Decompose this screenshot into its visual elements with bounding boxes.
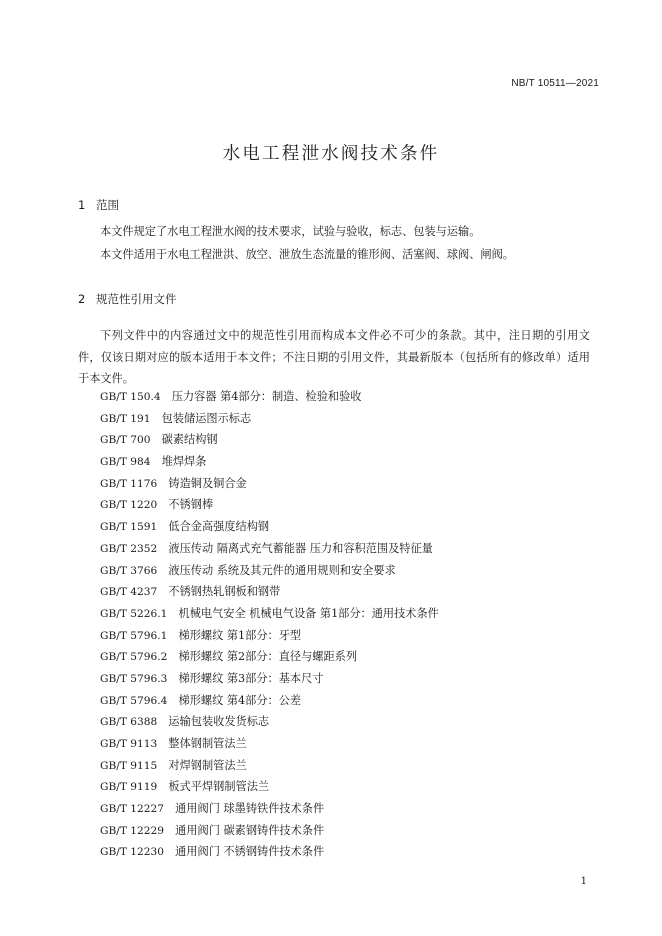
reference-title: 梯形螺纹 第4部分：公差 [178, 693, 302, 707]
reference-title: 低合金高强度结构钢 [168, 520, 270, 534]
reference-title: 不锈钢热轧钢板和钢带 [168, 585, 281, 599]
reference-title: 梯形螺纹 第2部分：直径与螺距系列 [178, 650, 358, 664]
reference-title: 通用阀门 球墨铸铁件技术条件 [175, 802, 325, 816]
reference-title: 包装储运图示标志 [161, 411, 252, 425]
reference-code: GB/T 5796.3 [100, 672, 168, 685]
reference-item [100, 690, 439, 712]
reference-code: GB/T 5796.4 [100, 694, 168, 707]
reference-list [100, 386, 439, 863]
reference-item [100, 386, 439, 408]
reference-item [100, 516, 439, 538]
section-2-heading [78, 291, 177, 307]
reference-code: GB/T 1591 [100, 521, 158, 534]
reference-code: GB/T 1220 [100, 499, 158, 512]
reference-title: 不锈钢棒 [168, 498, 214, 512]
reference-item [100, 451, 439, 473]
reference-code: GB/T 12229 [100, 824, 164, 837]
section-1-title: 范围 [96, 198, 119, 212]
reference-code: GB/T 9119 [100, 781, 158, 794]
reference-item [100, 733, 439, 755]
section-1-heading [78, 197, 119, 213]
reference-code: GB/T 2352 [100, 542, 158, 555]
reference-title: 液压传动 系统及其元件的通用规则和安全要求 [168, 563, 396, 577]
reference-code: GB/T 6388 [100, 716, 158, 729]
reference-item [100, 560, 439, 582]
reference-item [100, 408, 439, 430]
reference-code: GB/T 984 [100, 456, 151, 469]
reference-code: GB/T 150.4 [100, 391, 161, 403]
reference-item [100, 776, 439, 798]
reference-item [100, 603, 439, 625]
section-2-number: 2 [78, 292, 86, 306]
reference-item [100, 625, 439, 647]
reference-title: 对焊钢制管法兰 [168, 758, 247, 772]
reference-item [100, 798, 439, 820]
section-1-paragraph-1: 本文件规定了水电工程泄水阀的技术要求，试验与验收，标志、包装与运输。 [100, 225, 481, 238]
reference-item [100, 755, 439, 777]
reference-item [100, 538, 439, 560]
reference-title: 整体钢制管法兰 [168, 737, 247, 750]
reference-code: GB/T 12227 [100, 803, 164, 816]
document-title: 水电工程泄水阀技术条件 [222, 143, 440, 164]
reference-item [100, 646, 439, 668]
reference-code: GB/T 9115 [100, 759, 158, 772]
reference-title: 堆焊焊条 [161, 455, 207, 469]
reference-item [100, 494, 439, 516]
page-number: 1 [580, 876, 587, 887]
reference-code: GB/T 4237 [100, 586, 158, 599]
reference-item [100, 581, 439, 603]
reference-title: 机械电气安全 机械电气设备 第1部分：通用技术条件 [178, 606, 439, 620]
reference-title: 梯形螺纹 第3部分：基本尺寸 [178, 671, 324, 685]
reference-item [100, 429, 439, 451]
section-1-number: 1 [78, 198, 86, 212]
reference-code: GB/T 5796.2 [100, 651, 168, 664]
reference-item [100, 668, 439, 690]
standard-code: NB/T 10511—2021 [511, 78, 599, 89]
reference-item [100, 473, 439, 495]
reference-title: 压力容器 第4部分：制造、检验和验收 [171, 390, 362, 403]
reference-title: 通用阀门 不锈钢铸件技术条件 [175, 845, 325, 859]
section-2-intro: 下列文件中的内容通过文中的规范性引用而构成本文件必不可少的条款。其中，注日期的引用文件，仅该日期对应的版本适用于本文件；不注日期的引用文件，其最新版本（包括所有的修改单）适用于本文件。 [78, 329, 590, 385]
reference-item [100, 711, 439, 733]
reference-code: GB/T 5796.1 [100, 629, 168, 642]
reference-item [100, 820, 439, 842]
reference-code: GB/T 5226.1 [100, 607, 168, 620]
reference-title: 碳素结构钢 [161, 433, 218, 447]
reference-title: 液压传动 隔离式充气蓄能器 压力和容积范围及特征量 [168, 541, 433, 555]
reference-title: 运输包装收发货标志 [168, 715, 270, 729]
reference-code: GB/T 9113 [100, 738, 158, 750]
reference-code: GB/T 191 [100, 412, 151, 425]
reference-title: 梯形螺纹 第1部分：牙型 [178, 628, 302, 642]
reference-title: 板式平焊钢制管法兰 [168, 780, 270, 794]
reference-code: GB/T 3766 [100, 564, 158, 577]
reference-title: 通用阀门 碳素钢铸件技术条件 [175, 823, 325, 837]
reference-title: 铸造铜及铜合金 [168, 476, 247, 490]
reference-item [100, 841, 439, 863]
reference-code: GB/T 700 [100, 434, 151, 447]
reference-code: GB/T 1176 [100, 477, 158, 490]
reference-code: GB/T 12230 [100, 846, 164, 859]
section-1-paragraph-2: 本文件适用于水电工程泄洪、放空、泄放生态流量的锥形阀、活塞阀、球阀、闸阀。 [100, 248, 514, 261]
section-2-title: 规范性引用文件 [96, 292, 177, 306]
